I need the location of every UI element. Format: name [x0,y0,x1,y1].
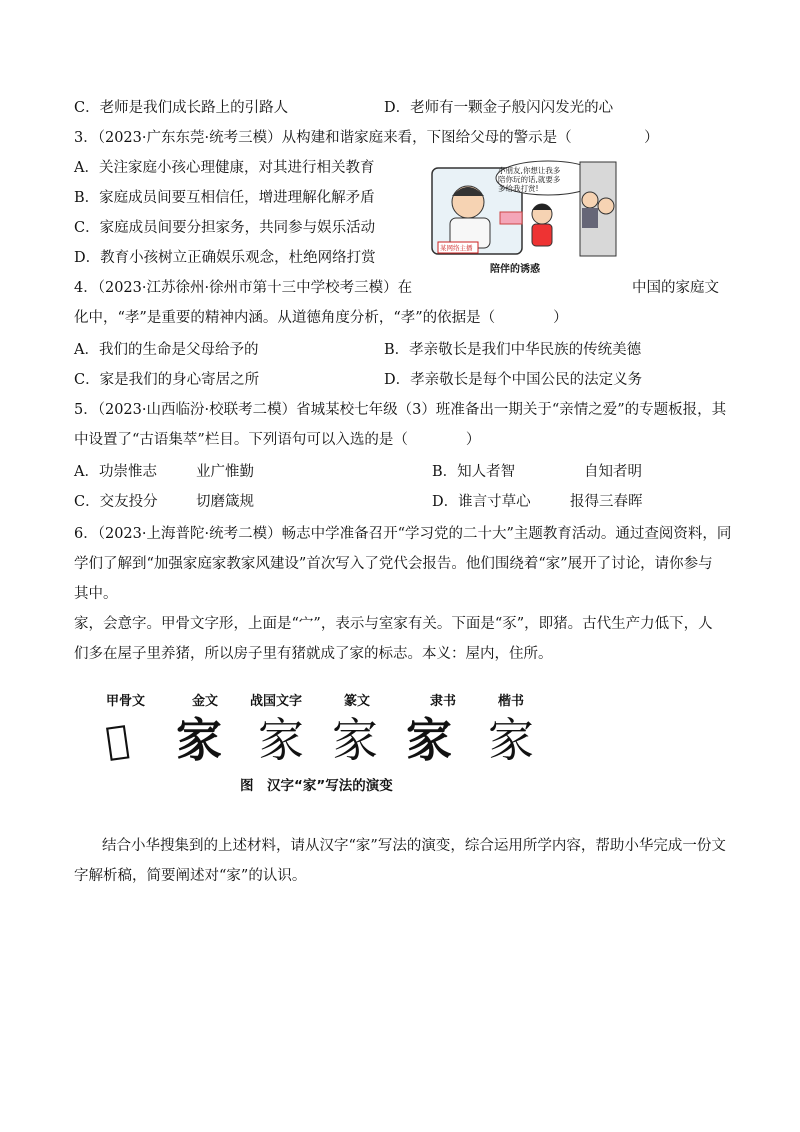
question-4-stem-c: 化中，“孝”是重要的精神内涵。从道德角度分析，“孝”的依据是（ ） [74,310,568,326]
question-4-option-b: B．孝亲敬长是我们中华民族的传统美德 [384,342,642,358]
question-5-option-a-extra: 业广惟勤 [196,464,254,480]
question-5-option-d: D．谁言寸草心 [432,494,531,510]
question-4-stem-b: 中国的家庭文 [632,280,719,296]
question-5-option-c-extra: 切磨箴规 [196,494,254,510]
question-5-option-a: A．功崇惟志 [74,464,157,480]
glyph-seal: 家 [332,713,378,767]
glyph-warring-states: 家 [258,713,304,767]
figure-caption: 图 汉字“家”写法的演变 [240,778,393,794]
question-5-option-b-extra: 自知者明 [584,464,642,480]
question-5-stem-2: 中设置了“古语集萃”栏目。下列语句可以入选的是（ ） [74,432,481,448]
question-6-stem-3: 其中。 [74,586,118,602]
question-4-stem-a: 4．（2023·江苏徐州·徐州市第十三中学校考三模）在 [74,280,413,296]
cartoon-speech: 小朋友,你想让我多 陪你玩的话,就要多 多给我打赏! [498,166,561,193]
label-warring-states: 战国文字 [250,694,303,709]
question-4-option-a: A．我们的生命是父母给予的 [74,342,259,358]
question-6-material-2: 们多在屋子里养猪，所以房子里有猪就成了家的标志。本义：屋内，住所。 [74,646,553,662]
question-6-task-2: 字解析稿，简要阐述对“家”的认识。 [74,868,307,884]
question-4-option-d: D．孝亲敬长是每个中国公民的法定义务 [384,372,643,388]
option-d-prev: D．老师有一颗金子般闪闪发光的心 [384,100,614,116]
question-3-stem: 3．（2023·广东东莞·统考三模）从构建和谐家庭来看，下图给父母的警示是（ ） [74,130,659,146]
character-evolution-figure [100,690,570,800]
glyph-clerical: 家 [406,713,452,767]
glyph-regular: 家 [488,713,534,767]
option-c-prev: C．老师是我们成长路上的引路人 [74,100,289,116]
label-oracle-bone: 甲骨文 [106,694,146,709]
label-seal: 篆文 [344,694,371,709]
cartoon-caption: 陪伴的诱惑 [490,264,540,275]
label-clerical: 隶书 [430,694,457,709]
question-6-task-1: 结合小华搜集到的上述材料，请从汉字“家”写法的演变，综合运用所学内容，帮助小华完成一份文 [102,838,726,854]
cartoon-tag: 某网络主播 [440,244,473,252]
question-4-option-c: C．家是我们的身心寄居之所 [74,372,260,388]
question-5-stem-1: 5．（2023·山西临汾·校联考二模）省城某校七年级（3）班准备出一期关于“亲情之爱”的专题板报，其 [74,402,727,418]
question-6-stem-2: 学们了解到“加强家庭家教家风建设”首次写入了党代会报告。他们围绕着“家”展开了讨论，请你参与 [74,556,713,572]
question-5-option-c: C．交友投分 [74,494,158,510]
question-3-option-b: B．家庭成员间要互相信任，增进理解化解矛盾 [74,190,375,206]
label-bronze: 金文 [192,694,219,709]
question-5-option-d-extra: 报得三春晖 [570,494,643,510]
question-5-option-b: B．知人者智 [432,464,516,480]
glyph-oracle-bone: 𡧊 [103,716,132,764]
cartoon-image [430,160,620,276]
question-6-stem-1: 6．（2023·上海普陀·统考二模）畅志中学准备召开“学习党的二十大”主题教育活动。通过查阅资料，同 [74,526,732,542]
question-3-option-a: A．关注家庭小孩心理健康，对其进行相关教育 [74,160,375,176]
question-3-option-d: D．教育小孩树立正确娱乐观念，杜绝网络打赏 [74,250,376,266]
label-regular: 楷书 [498,694,525,709]
question-6-material-1: 家，会意字。甲骨文字形，上面是“宀”，表示与室家有关。下面是“豕”，即猪。古代生产力低下，人 [74,616,713,632]
glyph-bronze: 家 [176,713,222,767]
question-3-option-c: C．家庭成员间要分担家务，共同参与娱乐活动 [74,220,376,236]
